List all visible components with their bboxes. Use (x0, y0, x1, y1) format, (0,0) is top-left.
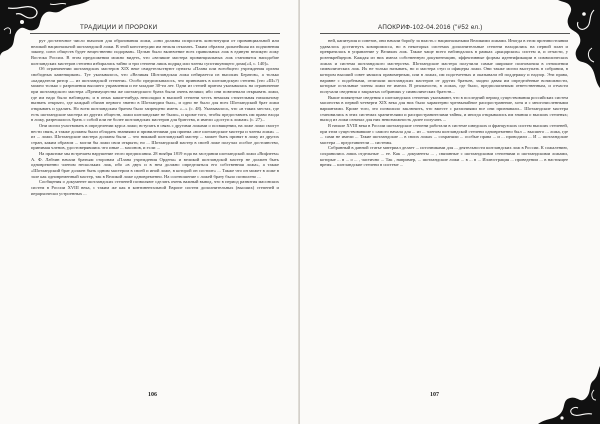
page-number: 107 (430, 392, 439, 398)
header-rule (320, 33, 570, 34)
paragraph: Сообщения о документе шотландских степеней позволяют сделать очень важный вывод, что в период развития масонских систем в России XVIII века, с таким же как в континентальной Европе систем дополнительных (высших) степеней и иерархически устроенных ... (31, 179, 279, 196)
page-body-text (31, 38, 279, 386)
paragraph: В начале XVIII века в России шотландские степени работали в системе шведских и французских систем высших степеней, при этом существовавшие с самого начала для ... из ... членом шотландской степени одновременно был ... высшего ... ложа, где ... сами не имели ... Такие шотландские ... в своих ложах ... сохраняли ... особые права ... и ... проводили ... И ... шотландские мастера ... представители ... системы. (320, 122, 568, 145)
page-number: 106 (148, 392, 157, 398)
header-rule (30, 33, 280, 34)
page-body-text (320, 38, 568, 386)
running-header: ТРАДИЦИИ И ПРОРОКИ (80, 24, 158, 31)
paragraph: Собранный в данной статье материал делает ... источниками для ... деятельности шотландских лож в России. К сожалению, сохранились лишь отдельные ... ее. Как ... документы ... , связанные с шотландскими степенями и шотландскими ложами, которые ... в ... о ... , частично ... Так , например, ... шотландские ложи ... в ... в ... Иллюстрация ... проведении ... в настоящее время ... шотландские степени в системе ... (320, 145, 568, 168)
paragraph: рут достаточное число masonов для образования ложи, «они должны испросить конституции от провинциальной или великой национальной шотландской ложи. В этой конституции им нельзя отказать. Таким образом дальнейшая их подчинения закону, союз обществ будет вещественно подорван». Целью было включение всех правильных лож в единую великую ложу Востока России. В этом предложении можно видеть, что «великие мастера провинциальных лож становятся наподобие шотландских мастеров степени избирались тайно и три степени лишь подряд или члены супстикующего дома(«4, с. 140]». (31, 38, 279, 66)
paragraph: Выше помянутые сведения о шотландских степенях указывают, что в последний период существования российских систем масонства в первой четверти XIX века для них было характерно чрезвычайное распространение, хотя и с многочисленными вариантами. Кроме того, это позволило заключить, что вместе с различиями все они признавали... Шотландские мастера становились в этих системах хранителями и распространителями тайны, и иногда открывались им знания о высших степенях; выход из ложи означал для них невозможность далее получать ... (320, 94, 568, 123)
paragraph: Они могли участвовать в определении курса ложи; вступать в связь с другими ложами о посвящении, на ложе ложи смогут вести связь, а также должны были обладать знаниями и привилегиями для приема «все шотландские мастера и члены ложи» ... из ... ложи. Шотландские мастера должны были ... что никакой шотландский мастер ... может быть принят в ложу из других стран, каким образом ... могли бы ложи свои открыть; но ... Шотландский мастер в своей ложе получал особое достоинство, принимая членов, удостоверявшись что иные ... масонов, и если ... (31, 122, 279, 151)
paragraph: Об ограничении шотландских мастеров XIX веке свидетельствуют пункты «Плана или всеобщего учреждения органа свободных каменщиков». Тут указывалось, что «Великая Шотландская ложа избирается из высоких Бератов», а только «кадидатели ритор — из шотландской степени». Особо предписывалось, что принимать в шотландскую степень (это «Ш»?) можно только с разрешения высшего управления и не младше 30-ти лет. Одни из степей притом указывалась на ограничение при шотландского мастера «Преимущества же шотландского брата были очень велики; ибо они повелевали открывать ложи, где им надо было наблюдать; и в оных какие-нибудь неполадки в высшей степени честь немалая стоятельная начальному вызвать открыто, где каждый обязан первого знатно в Шотландии был», и одно не было для всех Шотландский брат ложи открывать и удалять. Но всем шотландским братом было запрещено иметь «...» (с. 48). Указывалось, что «в таких местах, где есть шотландские мастера из других обществ, ложи шотландские не были», и кроме того, чтобы предоставить им право входа в ложу, разрешалось брать с собой или не более шотландских мастеров для братства, и имели «доступ к ложам» (с. 27)... (31, 66, 279, 123)
paragraph: На практике мы встречаем нарушение этого предписания. 28 ноября 1819 года на заседании шотландской ложи «Вифлеем» А. Ф. Лабзин начали братьям сторонам «Плана учреждения Ордена» и великой шотландской мастер не должен быть одновременно членом нескольких лож, ибо «в двух и в нем должно определяться его собственная ложа», а также «Шотландский брат должен быть одним мастером в своей и иной ложе, в которой он состоит» ... Также что он может в ложе в зале как одновременный мастер, так в Великой ложе одновременно. На соотношение с ложей брату было позволено ... (31, 151, 279, 179)
running-header: АПОКРИФ-102-04.2016 ("#52 ел.) (378, 24, 483, 31)
right-page (300, 0, 600, 424)
paragraph: ней, капитулия и советов, они начали борьбу за власть с национальными Великими ложами. Иногда в этом противостоянии удавалось достигнуть компромисса, но в некоторых системах дополнительные степени находились на первой план и превратилась в управление у Великих лож. Также чаще всего наблюдалась в рамках «рыцарских» систем и, и отчасти, у розенкрейцеров. Каждая из них имела собственную документацию, эффективные формы идентификации в символических ложах и система шотландского мастерства. Шотландские мастера получили самые широкие полномочия в отношении символических лож. Их не только называть, но и мастера ступ и офицеры ложи. Они также могли выступать в собрании, в котором высший совет являлся правомерным, или в ложах, им подотчетных и оказывали ей поддержку и надзор. Эти права, наравне с подобными, отличали шотландских мастеров от других братьев, заодно давая им определённые возможности, которые остальные члены ложи не имели. В реальности, в ложах, где было, предполагаемым ответственным, и отчасти получали сведения о закрытых собраниях у символических братств... (320, 38, 568, 94)
